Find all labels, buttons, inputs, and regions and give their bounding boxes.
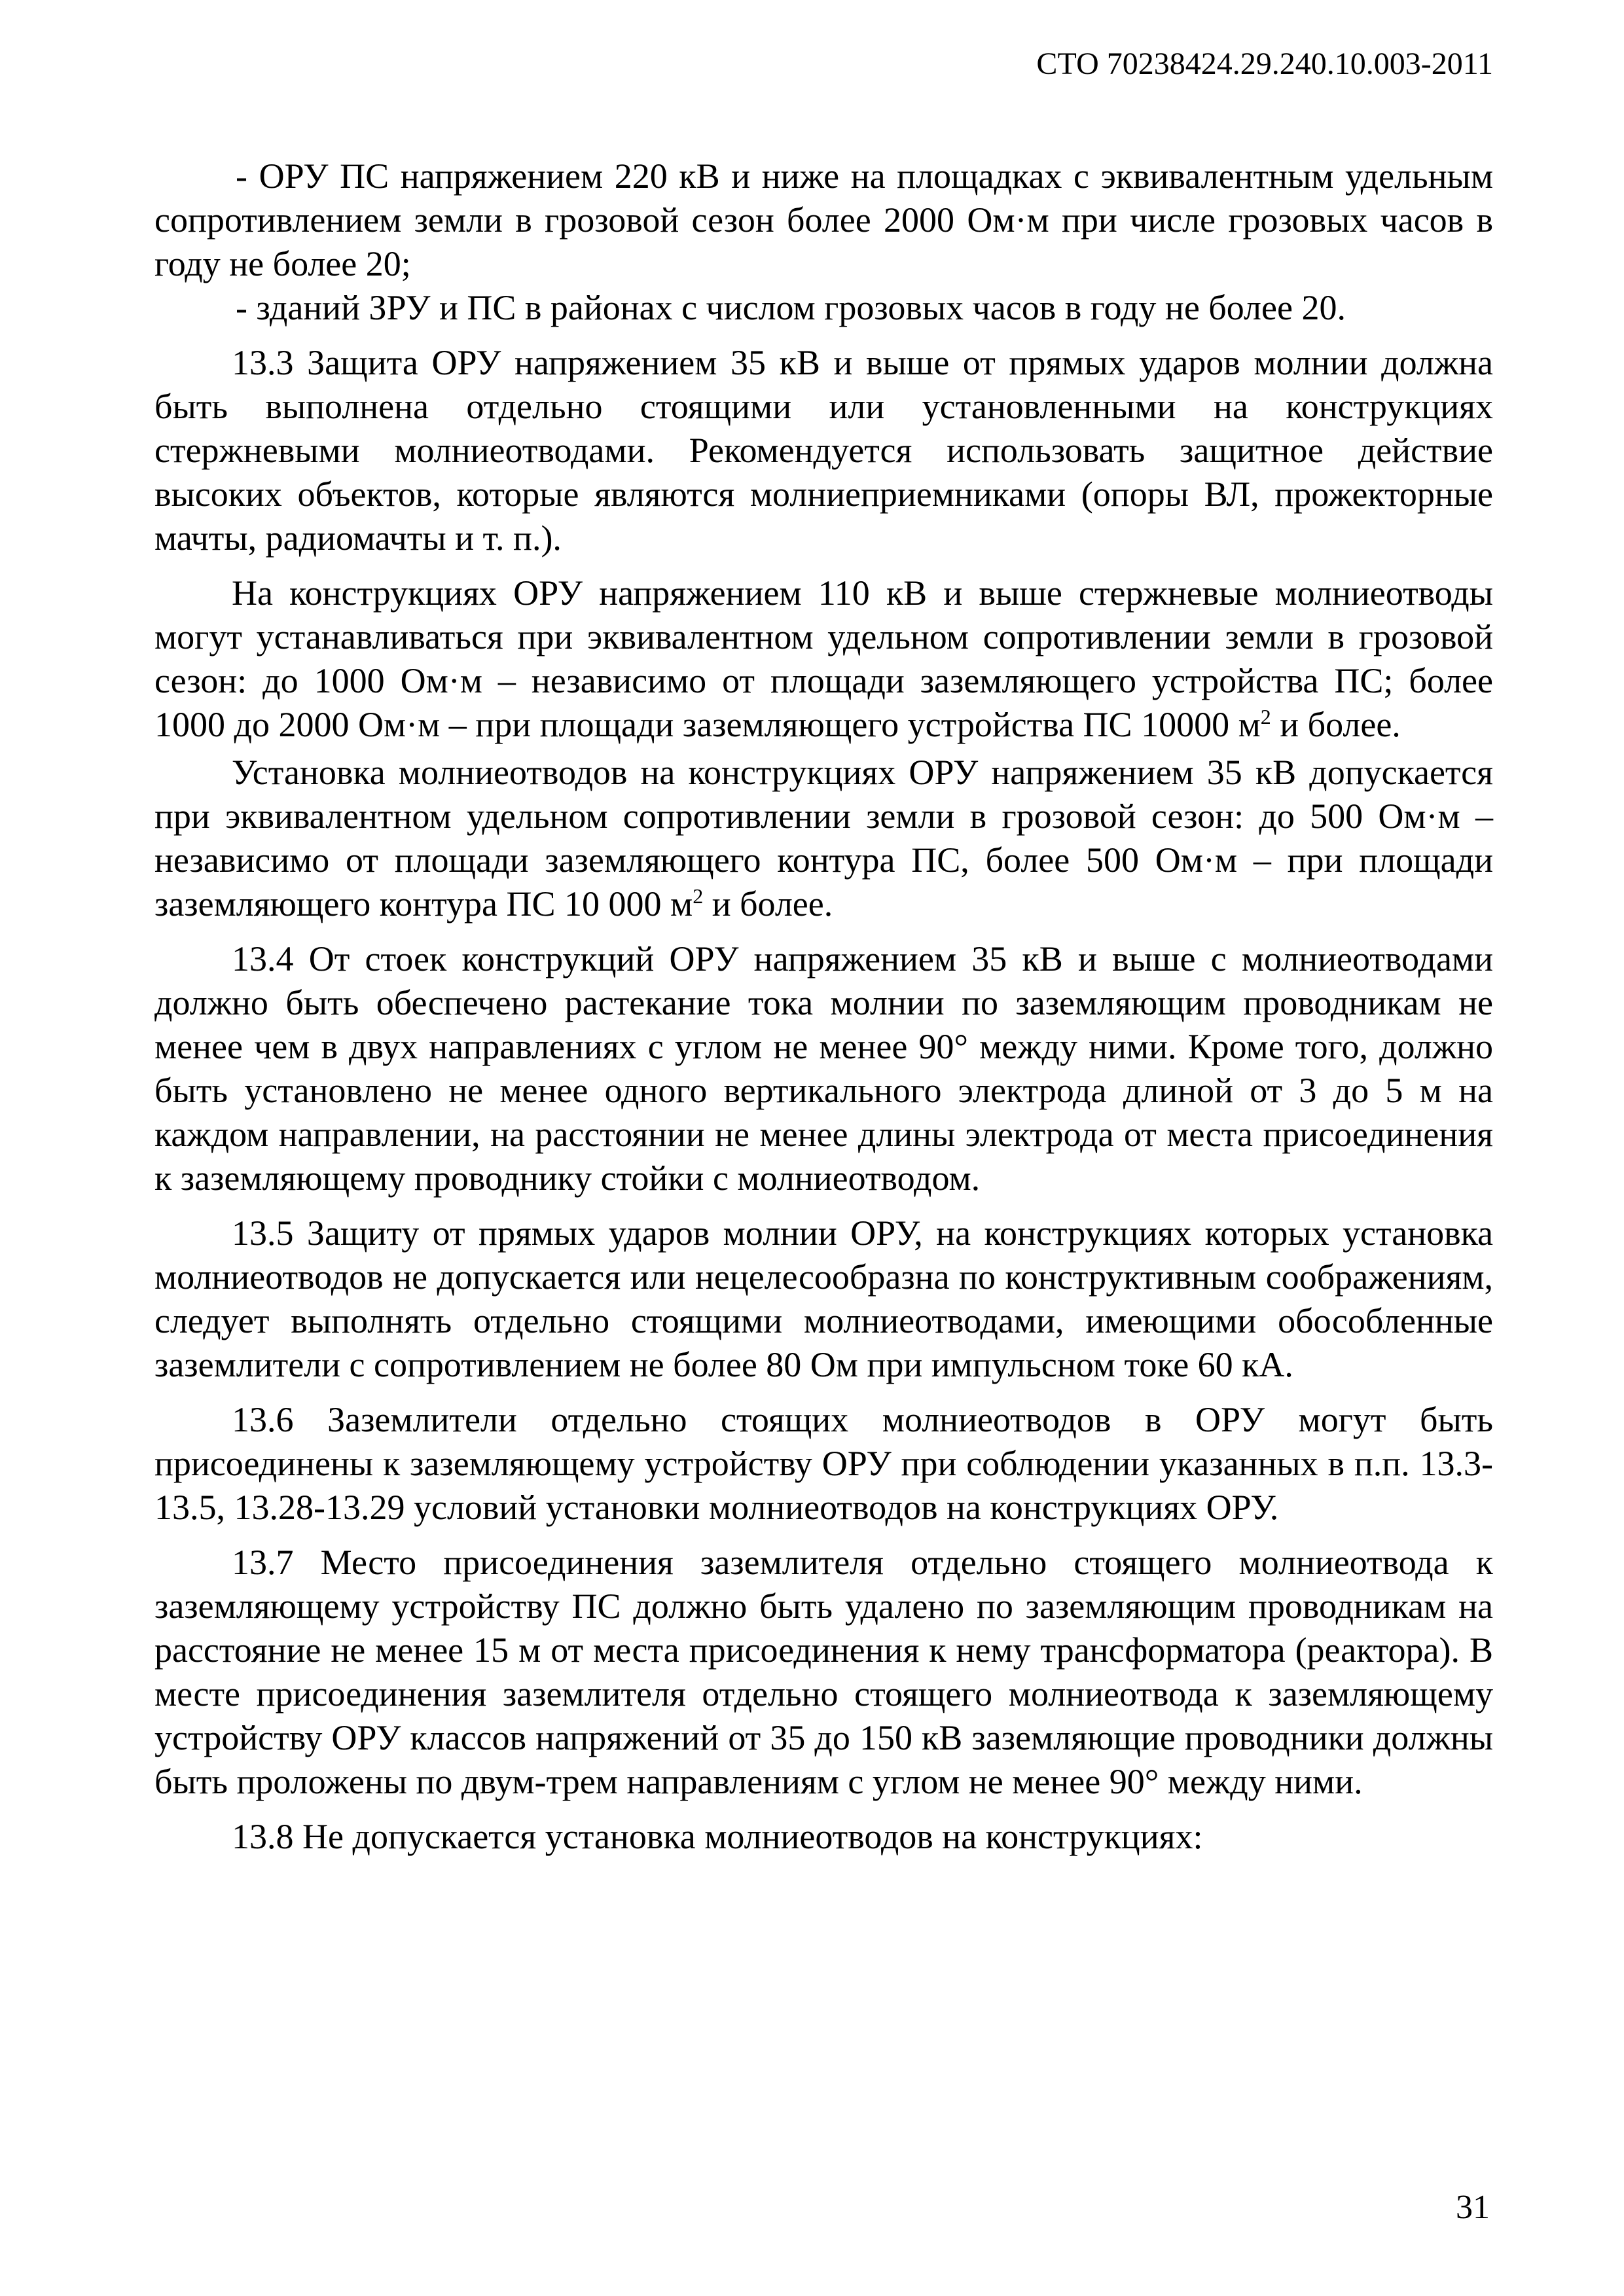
document-code: СТО 70238424.29.240.10.003-2011 bbox=[1036, 46, 1493, 81]
paragraph-35kv-installation bbox=[154, 751, 1493, 926]
page-number: 31 bbox=[1456, 2189, 1490, 2226]
clause-13-8: 13.8 Не допускается установка молниеотводов на конструкциях: bbox=[232, 1817, 1203, 1856]
clause-13-4: 13.4 От стоек конструкций ОРУ напряжением 35 кВ и выше с молниеотводами должно быть обеспечено растекание тока молнии по заземляющим проводникам не менее чем в двух направлениях с углом не менее 90° между ними. Кроме того, должно быть установлено не менее одного вертикального электрода длиной от 3 до 5 м на каждом направлении, на расстоянии не менее длины электрода от места присоединения к заземляющему проводнику стойки с молниеотводом. bbox=[154, 939, 1493, 1198]
paragraph-110kv-constructions bbox=[154, 571, 1493, 747]
paragraph-text-end: и более. bbox=[1271, 705, 1401, 744]
superscript: 2 bbox=[1260, 705, 1271, 728]
paragraph-text: На конструкциях ОРУ напряжением 110 кВ и выше стержневые молниеотводы могут устанавливаться при эквивалентном удельном сопротивлении земли в грозовой сезон: до 1000 Ом·м – независимо от площади заземляющего устройства ПС; более 1000 до 2000 Ом·м – при площади заземляющего устройства ПС 10000 м bbox=[154, 573, 1493, 744]
document-body bbox=[154, 154, 1493, 1859]
list-item-oru-220: - ОРУ ПС напряжением 220 кВ и ниже на площадках с эквивалентным удельным сопротивлением земли в грозовой сезон более 2000 Ом·м при числе грозовых часов в году не более 20; bbox=[154, 156, 1493, 283]
paragraph-text: Установка молниеотводов на конструкциях ОРУ напряжением 35 кВ допускается при эквивалентном удельном сопротивлении земли в грозовой сезон: до 500 Ом·м – независимо от площади заземляющего контура ПС, более 500 Ом·м – при площади заземляющего контура ПС 10 000 м bbox=[154, 753, 1493, 924]
superscript: 2 bbox=[693, 884, 704, 908]
clause-13-6: 13.6 Заземлители отдельно стоящих молниеотводов в ОРУ могут быть присоединены к заземляющему устройству ОРУ при соблюдении указанных в п.п. 13.3-13.5, 13.28-13.29 условий установки молниеотводов на конструкциях ОРУ. bbox=[154, 1400, 1493, 1527]
clause-13-7: 13.7 Место присоединения заземлителя отдельно стоящего молниеотвода к заземляющему устройству ПС должно быть удалено по заземляющим проводникам на расстояние не менее 15 м от места присоединения к нему трансформатора (реактора). В месте присоединения заземлителя отдельно стоящего молниеотвода к заземляющему устройству ОРУ классов напряжений от 35 до 150 кВ заземляющие проводники должны быть проложены по двум-трем направлениям с углом не менее 90° между ними. bbox=[154, 1543, 1493, 1801]
list-item-zru-buildings: - зданий ЗРУ и ПС в районах с числом грозовых часов в году не более 20. bbox=[236, 288, 1346, 327]
clause-13-5: 13.5 Защиту от прямых ударов молнии ОРУ, на конструкциях которых установка молниеотводов не допускается или нецелесообразна по конструктивным соображениям, следует выполнять отдельно стоящими молниеотводами, имеющими обособленные заземлители с сопротивлением не более 80 Ом при импульсном токе 60 кА. bbox=[154, 1213, 1493, 1384]
clause-13-3: 13.3 Защита ОРУ напряжением 35 кВ и выше от прямых ударов молнии должна быть выполнена отдельно стоящими или установленными на конструкциях стержневыми молниеотводами. Рекомендуется использовать защитное действие высоких объектов, которые являются молниеприемниками (опоры ВЛ, прожекторные мачты, радиомачты и т. п.). bbox=[154, 343, 1493, 558]
paragraph-text-end: и более. bbox=[703, 884, 833, 924]
